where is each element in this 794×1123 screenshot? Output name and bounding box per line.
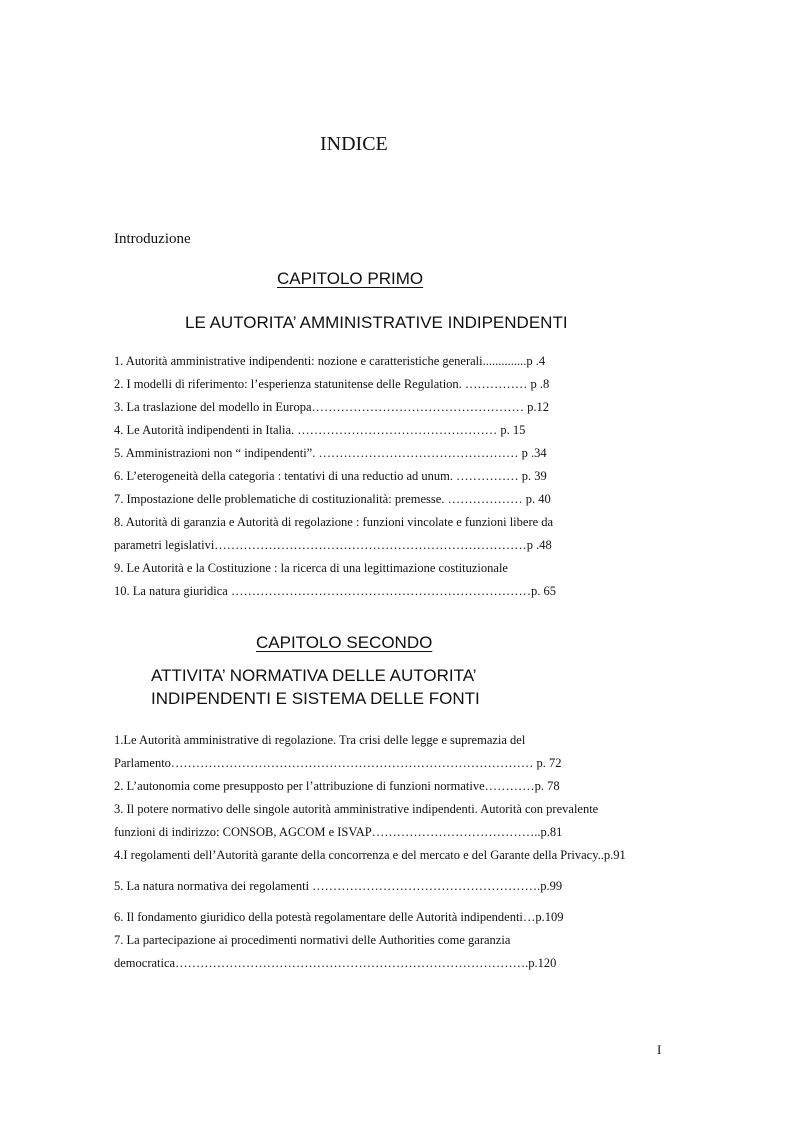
toc-entry: 5. La natura normativa dei regolamenti ……………………………………………….p.99: [114, 879, 563, 893]
toc-entry: 1. Autorità amministrative indipendenti: nozione e caratteristiche generali..............p .4: [114, 354, 546, 368]
toc-entry: democratica………………………………………………………………………….p.120: [114, 956, 557, 970]
toc-entry: 7. La partecipazione ai procedimenti normativi delle Authorities come garanzia: [114, 933, 511, 947]
toc-entry: 4. Le Autorità indipendenti in Italia. ………………………………………… p. 15: [114, 423, 526, 437]
toc-entry: 2. L’autonomia come presupposto per l’attribuzione di funzioni normative…………p. 78: [114, 779, 560, 793]
chapter2-title-line2: INDIPENDENTI E SISTEMA DELLE FONTI: [151, 689, 480, 708]
toc-entry: 10. La natura giuridica ………………………………………………………………p. 65: [114, 584, 556, 598]
toc-entry: 4.I regolamenti dell’Autorità garante della concorrenza e del mercato e del Garante della Privacy..p.91: [114, 848, 626, 862]
toc-entry: 9. Le Autorità e la Costituzione : la ricerca di una legittimazione costituzionale: [114, 561, 508, 575]
chapter2-label: CAPITOLO SECONDO: [256, 633, 433, 652]
toc-entry: 1.Le Autorità amministrative di regolazione. Tra crisi delle legge e supremazia del: [114, 733, 526, 747]
page-number: I: [657, 1042, 662, 1057]
chapter2-title-line1: ATTIVITA’ NORMATIVA DELLE AUTORITA’: [151, 666, 477, 685]
chapter1-title: LE AUTORITA’ AMMINISTRATIVE INDIPENDENTI: [185, 313, 568, 332]
toc-entry: 7. Impostazione delle problematiche di costituzionalità: premesse. ……………… p. 40: [114, 492, 551, 506]
chapter2-title: [151, 664, 480, 710]
chapter1-label: CAPITOLO PRIMO: [277, 269, 424, 288]
index-title: INDICE: [320, 133, 388, 155]
introduction-entry: Introduzione: [114, 231, 191, 247]
toc-entry: 3. La traslazione del modello in Europa…………………………………………… p.12: [114, 400, 550, 414]
toc-entry: 8. Autorità di garanzia e Autorità di regolazione : funzioni vincolate e funzioni libere da: [114, 515, 554, 529]
toc-entry: parametri legislativi…………………………………………………………………p .48: [114, 538, 552, 552]
toc-entry: 2. I modelli di riferimento: l’esperienza statunitense delle Regulation. …………… p .8: [114, 377, 550, 391]
toc-entry: 6. Il fondamento giuridico della potestà regolamentare delle Autorità indipendenti…p.109: [114, 910, 564, 924]
toc-entry: funzioni di indirizzo: CONSOB, AGCOM e ISVAP…………………………………..p.81: [114, 825, 563, 839]
toc-entry: Parlamento…………………………………………………………………………… p. 72: [114, 756, 562, 770]
toc-entry: 6. L’eterogeneità della categoria : tentativi di una reductio ad unum. …………… p. 39: [114, 469, 547, 483]
toc-entry: 3. Il potere normativo delle singole autorità amministrative indipendenti. Autorità con prevalente: [114, 802, 599, 816]
toc-entry: 5. Amministrazioni non “ indipendenti”. ………………………………………… p .34: [114, 446, 547, 460]
